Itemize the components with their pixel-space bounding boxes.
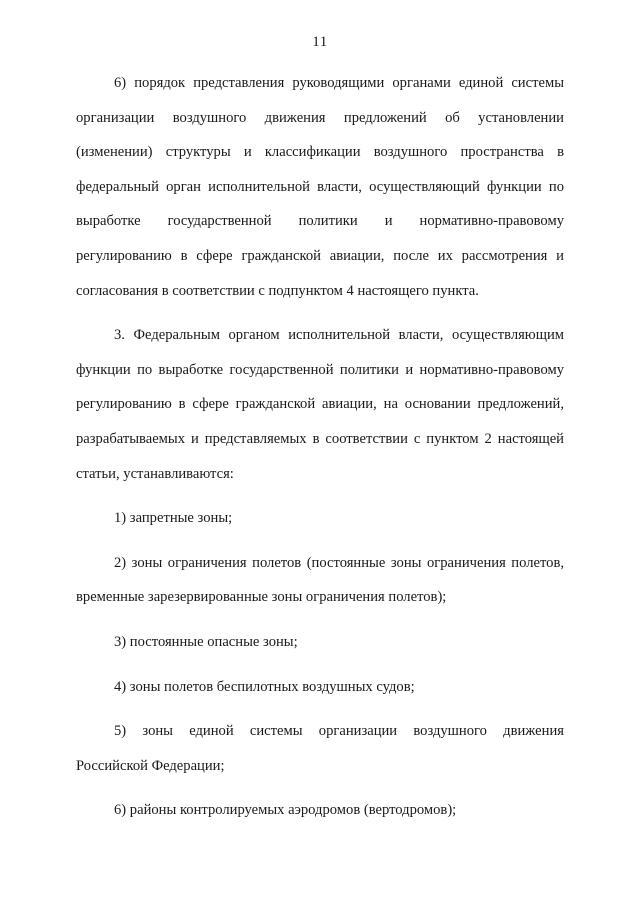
list-item-uav-zones: 4) зоны полетов беспилотных воздушных судов; [114, 678, 415, 695]
list-item-atm-zones: 5) зоны единой системы организации воздушного движения Российской Федерации; [76, 723, 564, 774]
page-number: 11 [312, 34, 328, 50]
list-item-prohibited-zones: 1) запретные зоны; [114, 510, 233, 527]
list-item-danger-zones: 3) постоянные опасные зоны; [114, 633, 298, 650]
list-item-aerodrome-areas: 6) районы контролируемых аэродромов (вертодромов); [114, 802, 457, 819]
paragraph-item-6-procedure: 6) порядок представления руководящими органами единой системы организации воздушного движения предложений об установлении (изменении) структуры и классификации воздушного пространства в федеральный орган исполнительной власти, осуществляющий функции по выработке государственной политики и нормативно-правовому регулированию в сфере гражданской авиации, после их рассмотрения и согласования в соответствии с подпунктом 4 настоящего пункта. [76, 75, 564, 299]
paragraph-clause-3: 3. Федеральным органом исполнительной власти, осуществляющим функции по выработке государственной политики и нормативно-правовому регулированию в сфере гражданской авиации, на основании предложений, разрабатываемых и представляемых в соответствии с пунктом 2 настоящей статьи, устанавливаются: [76, 327, 564, 482]
document-body [76, 66, 564, 828]
list-item-restricted-zones: 2) зоны ограничения полетов (постоянные зоны ограничения полетов, временные зарезервированные зоны ограничения полетов); [76, 554, 564, 606]
